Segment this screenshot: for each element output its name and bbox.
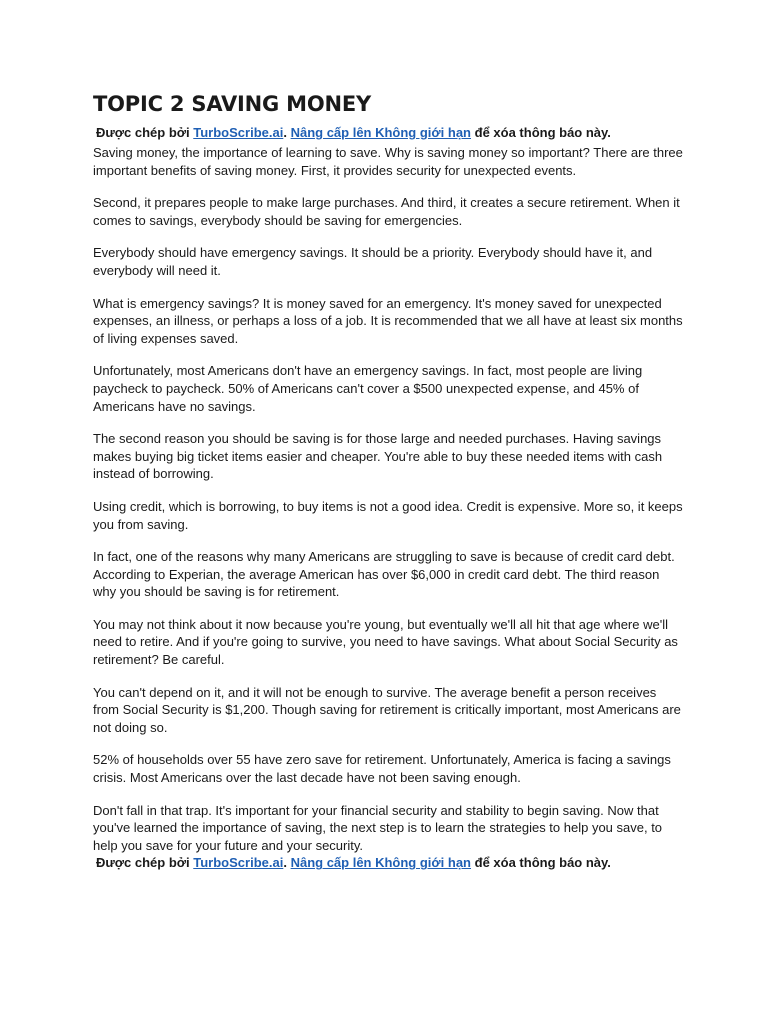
paragraph-9: You may not think about it now because you're young, but eventually we'll all hit that age where we'll need to retire. And if you're going to survive, you need to have savings. What about Social Security as retirement? Be careful. <box>93 616 678 668</box>
notice-prefix: Được chép bởi <box>96 855 190 871</box>
paragraph-12: Don't fall in that trap. It's important for your financial security and stability to begin saving. Now that you've learned the importance of saving, the next step is to learn the strategies to help you save, to help you save for your future and your security. <box>93 802 663 853</box>
upgrade-link[interactable]: Nâng cấp lên Không giới hạn <box>290 855 471 871</box>
paragraph-11: 52% of households over 55 have zero save for retirement. Unfortunately, America is facing a savings crisis. Most Americans over the last decade have not been saving enough. <box>93 752 671 786</box>
document-title: TOPIC 2 SAVING MONEY <box>93 92 372 116</box>
paragraph-4: What is emergency savings? It is money saved for an emergency. It's money saved for unexpected expenses, an illness, or perhaps a loss of a job. It is recommended that we all have at least six months of living expenses saved. <box>93 295 683 346</box>
paragraph-6: The second reason you should be saving is for those large and needed purchases. Having savings makes buying big ticket items easier and cheaper. You're able to buy these needed items with cash instead of borrowing. <box>93 431 663 482</box>
notice-separator: . <box>283 855 287 871</box>
paragraph-5: Unfortunately, most Americans don't have an emergency savings. In fact, most people are living paycheck to paycheck. 50% of Americans can't cover a $500 unexpected expense, and 45% of Americans have no savings. <box>93 363 643 414</box>
paragraph-2: Second, it prepares people to make large purchases. And third, it creates a secure retirement. When it comes to savings, everybody should be saving for emergencies. <box>93 195 680 228</box>
document-page <box>93 90 683 872</box>
notice-separator: . <box>283 125 287 140</box>
paragraph-3: Everybody should have emergency savings. It should be a priority. Everybody should have it, and everybody will need it. <box>93 245 653 278</box>
paragraph-7: Using credit, which is borrowing, to buy items is not a good idea. Credit is expensive. More so, it keeps you from saving. <box>93 498 683 532</box>
turboscribe-link[interactable]: TurboScribe.ai <box>193 125 284 140</box>
notice-suffix: để xóa thông báo này. <box>474 125 611 140</box>
transcription-notice-bottom <box>93 854 683 872</box>
transcription-notice-top <box>93 124 683 142</box>
notice-suffix: để xóa thông báo này. <box>474 855 611 871</box>
paragraph-8: In fact, one of the reasons why many Americans are struggling to save is because of credit card debt. According to Experian, the average American has over $6,000 in credit card debt. The third reason why you should be saving is for retirement. <box>93 549 675 600</box>
paragraph-1: Saving money, the importance of learning to save. Why is saving money so important? There are three important benefits of saving money. First, it provides security for unexpected events. <box>93 145 683 178</box>
turboscribe-link[interactable]: TurboScribe.ai <box>193 855 284 871</box>
paragraph-10: You can't depend on it, and it will not be enough to survive. The average benefit a person receives from Social Security is $1,200. Though saving for retirement is critically important, most Americans are not doing so. <box>93 684 681 735</box>
upgrade-link[interactable]: Nâng cấp lên Không giới hạn <box>290 125 471 140</box>
notice-prefix: Được chép bởi <box>96 125 190 140</box>
